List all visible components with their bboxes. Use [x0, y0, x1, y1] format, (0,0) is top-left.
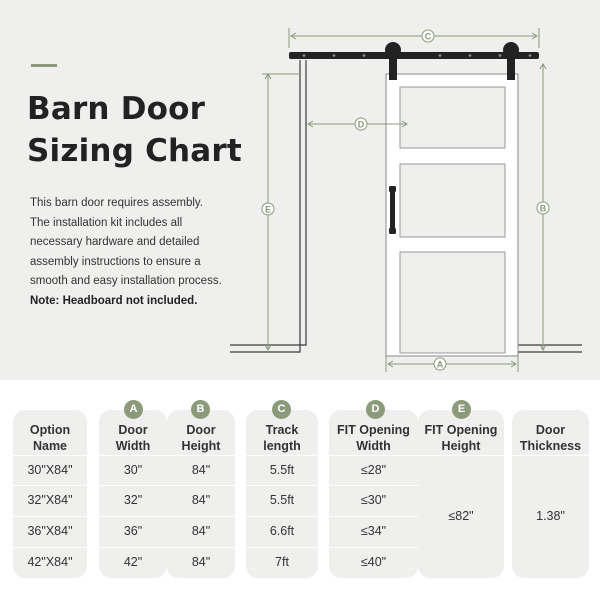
column-door-height [167, 410, 235, 578]
row-divider [99, 455, 167, 456]
cell-fit-width: ≤28" [360, 463, 387, 477]
row-divider [167, 485, 235, 486]
header-thickness-line: Thickness [519, 439, 582, 453]
cell-height: 84" [191, 493, 211, 507]
description-line: assembly instructions to ensure a [30, 255, 201, 268]
badge-e: E [452, 400, 471, 419]
label-e: E [264, 204, 272, 215]
label-c-marker [422, 30, 434, 42]
header-track-length-line: Track [265, 423, 299, 437]
header-door-height-line: Height [181, 439, 221, 453]
column-thickness [512, 410, 589, 578]
header-track-length-line: length [263, 439, 301, 453]
row-divider [246, 547, 318, 548]
badge-c: C [272, 400, 291, 419]
header-thickness [512, 422, 589, 454]
cell-track: 6.6ft [269, 524, 295, 538]
row-divider [329, 485, 418, 486]
label-d-marker [355, 118, 367, 130]
description-line: The installation kit includes all [30, 216, 183, 229]
header-door-height [167, 422, 235, 454]
badge-a: A [124, 400, 143, 419]
row-divider [13, 547, 87, 548]
cell-fit-width: ≤34" [360, 524, 387, 538]
row-divider [13, 516, 87, 517]
row-divider [13, 485, 87, 486]
cell-width: 30" [123, 463, 143, 477]
sliding-track [289, 52, 539, 59]
row-divider [167, 516, 235, 517]
row-divider [329, 547, 418, 548]
description-line: This barn door requires assembly. [30, 197, 203, 209]
cell-width: 36" [123, 524, 143, 538]
barn-door [386, 74, 518, 356]
badge-d: D [366, 400, 385, 419]
label-b: B [539, 203, 547, 214]
dimension-c [289, 28, 539, 48]
header-door-width-line: Width [115, 439, 151, 453]
header-fit-height-line: FIT Opening [424, 423, 498, 437]
cell-height: 84" [191, 524, 211, 538]
label-e-marker [262, 203, 274, 215]
row-divider [329, 516, 418, 517]
sizing-table [0, 380, 600, 600]
row-divider [418, 455, 504, 456]
column-fit-height [418, 410, 504, 578]
header-option [13, 422, 87, 454]
title-line-1: Barn Door [27, 91, 206, 127]
column-fit-width [329, 410, 418, 578]
badge-b: B [191, 400, 210, 419]
cell-option: 36"X84" [27, 524, 73, 538]
cell-fit-width: ≤40" [360, 555, 387, 569]
header-door-width [99, 422, 167, 454]
header-option-line: Name [32, 439, 68, 453]
cell-track: 5.5ft [269, 463, 295, 477]
description-line: smooth and easy installation process. [30, 275, 222, 288]
row-divider [246, 516, 318, 517]
label-a: A [436, 359, 444, 370]
cell-option: 32"X84" [27, 493, 73, 507]
label-d: D [357, 119, 365, 130]
cell-track: 7ft [275, 555, 289, 569]
row-divider [99, 547, 167, 548]
cell-track: 5.5ft [269, 493, 295, 507]
column-option [13, 410, 87, 578]
cell-fit-height: ≤82" [448, 509, 474, 523]
cell-height: 84" [191, 555, 211, 569]
row-divider [99, 516, 167, 517]
headboard-note: Note: Headboard not included. [30, 294, 198, 307]
row-divider [246, 485, 318, 486]
title-line-2: Sizing Chart [27, 133, 242, 169]
row-divider [246, 455, 318, 456]
header-fit-width-line: FIT Opening [337, 423, 410, 437]
cell-width: 32" [123, 493, 143, 507]
header-fit-height-line: Height [441, 439, 481, 453]
header-thickness-line: Door [535, 423, 566, 437]
header-door-height-line: Door [186, 423, 216, 437]
row-divider [13, 455, 87, 456]
cell-option: 30"X84" [27, 463, 73, 477]
row-divider [99, 485, 167, 486]
header-fit-width-line: Width [356, 439, 391, 453]
row-divider [167, 455, 235, 456]
column-track-length [246, 410, 318, 578]
header-fit-height [418, 422, 504, 454]
door-handle [389, 186, 396, 234]
row-divider [329, 455, 418, 456]
row-divider [512, 455, 589, 456]
label-a-marker [434, 358, 446, 370]
header-fit-width [329, 422, 418, 454]
cell-width: 42" [123, 555, 143, 569]
label-c: C [424, 31, 432, 42]
header-door-width-line: Door [118, 423, 148, 437]
cell-option: 42"X84" [27, 555, 73, 569]
header-option-line: Option [29, 423, 71, 437]
cell-thickness: 1.38" [536, 509, 565, 523]
row-divider [167, 547, 235, 548]
cell-height: 84" [191, 463, 211, 477]
header-track-length [246, 422, 318, 454]
column-door-width [99, 410, 167, 578]
dimension-a [386, 356, 518, 372]
cell-fit-width: ≤30" [360, 493, 387, 507]
label-b-marker [537, 202, 549, 214]
description-line: necessary hardware and detailed [30, 236, 200, 249]
